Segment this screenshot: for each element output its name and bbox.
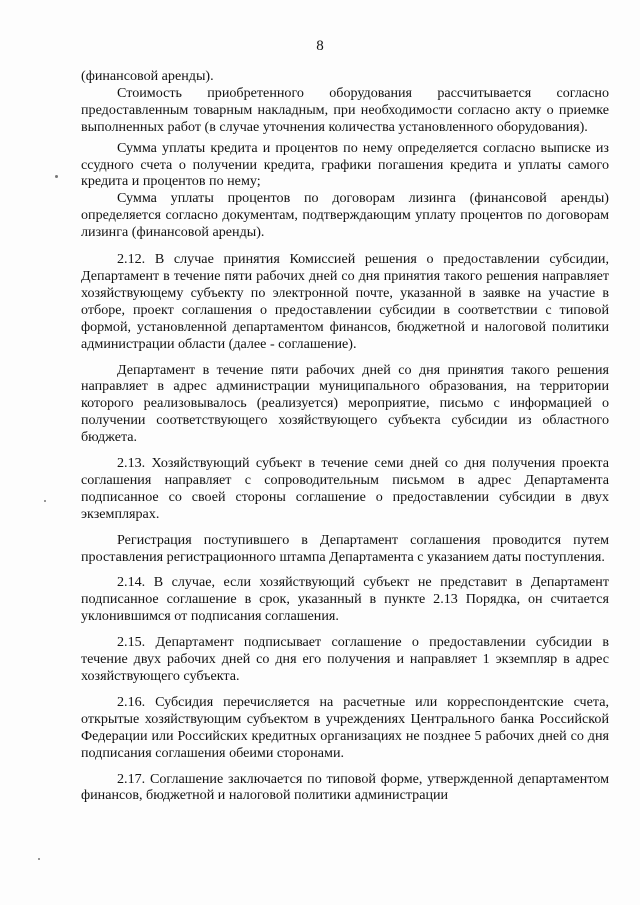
paragraph-2-14: 2.14. В случае, если хозяйствующий субъект не представит в Департамент подписанное соглашение в срок, указанный в пункте 2.13 Порядка, он считается уклонившимся от подписания соглашения. — [81, 574, 609, 625]
paragraph-2-17: 2.17. Соглашение заключается по типовой форме, утвержденной департаментом финансов, бюджетной и налоговой политики администрации — [81, 770, 609, 804]
paragraph-2-15: 2.15. Департамент подписывает соглашение о предоставлении субсидии в течение двух рабочих дней со дня его получения и направляет 1 экземпляр в адрес хозяйствующего субъекта. — [81, 634, 609, 684]
scan-speck — [44, 500, 46, 502]
document-body — [81, 68, 609, 804]
paragraph-leasing-interest: Сумма уплаты процентов по договорам лизинга (финансовой аренды) определяется согласно документам, подтверждающим уплату процентов по договорам лизинга (финансовой аренды). — [81, 190, 609, 241]
paragraph-credit-sum: Сумма уплаты кредита и процентов по нему определяется согласно выписке из ссудного счета о получении кредита, графики погашения кредита и уплаты самого кредита и процентов по нему; — [81, 139, 609, 190]
paragraph-2-16: 2.16. Субсидия перечисляется на расчетные или корреспондентские счета, открытые хозяйствующим субъектом в учреждениях Центрального банка Российской Федерации или Российских кредитных организациях не позднее 5 рабочих дней со дня подписания соглашения обеими сторонами. — [81, 693, 609, 761]
paragraph-2-13: 2.13. Хозяйствующий субъект в течение семи дней со дня получения проекта соглашения направляет с сопроводительным письмом в адрес Департамента подписанное со своей стороны соглашение о предоставлении субсидии в двух экземплярах. — [81, 455, 609, 522]
scan-speck — [38, 858, 40, 860]
page-number: 8 — [316, 38, 324, 54]
paragraph-registration: Регистрация поступившего в Департамент соглашения проводится путем проставления регистрационного штампа Департамента с указанием даты поступления. — [81, 531, 609, 565]
paragraph-department-notice: Департамент в течение пяти рабочих дней со дня принятия такого решения направляет в адрес администрации муниципального образования, на территории которого реализовывалось (реализуется) мероприятие, письмо с информацией о получении соответствующего хозяйствующего субъекта субсидии из областного бюджета. — [81, 361, 609, 446]
paragraph-equipment-cost: Стоимость приобретенного оборудования рассчитывается согласно предоставленным товарным накладным, при необходимости согласно акту о приемке выполненных работ (в случае уточнения количества установленного оборудования). — [81, 84, 609, 135]
paragraph-2-12: 2.12. В случае принятия Комиссией решения о предоставлении субсидии, Департамент в течение пяти рабочих дней со дня принятия такого решения направляет хозяйствующему субъекту по электронной почте, указанной в заявке на участие в отборе, проект соглашения о предоставлении субсидии в соответствии с типовой формой, установленной департаментом финансов, бюджетной и налоговой политики администрации области (далее - соглашение). — [81, 251, 609, 352]
scan-speck — [55, 175, 58, 178]
paragraph-continuation: (финансовой аренды). — [81, 68, 214, 84]
